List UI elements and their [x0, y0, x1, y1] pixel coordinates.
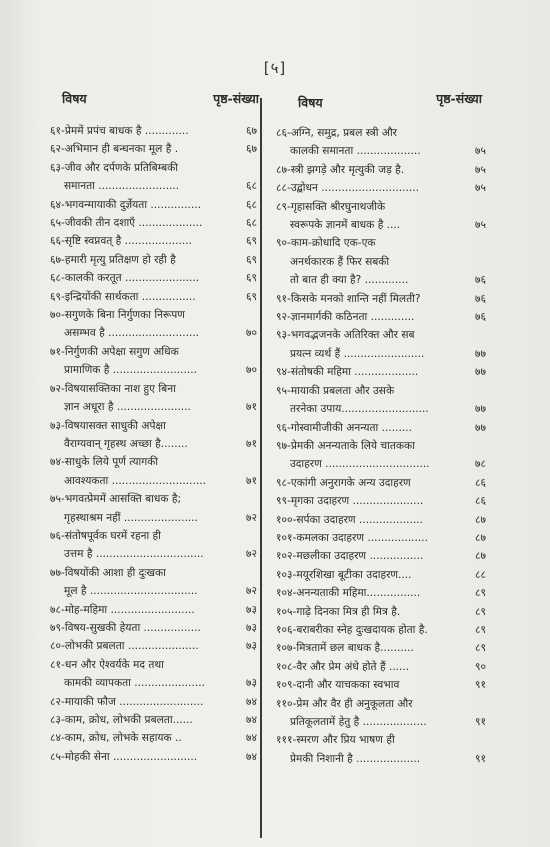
entry-page-number: ७५ — [474, 163, 486, 176]
entry-page-number: ६८ — [245, 217, 257, 230]
entry-page-number: ७१ — [245, 401, 257, 414]
left-column-header — [50, 90, 259, 112]
left-column — [50, 90, 259, 766]
entry-page-number: ७४ — [245, 714, 257, 726]
entry-title-line: १०८-वैर और प्रेम अंधे होते हैं ...... — [276, 660, 410, 673]
entry-title-line: ७२-विषयासक्तिका नाश हुए बिना — [50, 382, 176, 395]
subject-header: विषय — [298, 95, 323, 110]
entry-title-line: १०३-मयूरशिखा बूटीका उदाहरण.... — [276, 568, 412, 581]
entry-title-line: ९२-ज्ञानमार्गकी कठिनता ............. — [276, 311, 415, 324]
toc-entry — [276, 658, 486, 676]
entry-title-line: ८६-अग्नि, समुद्र, प्रबल स्त्री और — [276, 127, 398, 139]
entry-title-line: ९१-किसके मनको शान्ति नहीं मिलती? — [276, 292, 421, 305]
entry-page-number: ६९ — [245, 290, 257, 303]
entry-title-line: ८७-स्त्री झगड़े और मृत्युकी जड़ है. — [276, 163, 405, 176]
entry-title-line: १०१-कमलका उदाहरण .................. — [276, 531, 429, 544]
entry-page-number: ७४ — [245, 732, 257, 745]
entry-page-number: ८९ — [474, 605, 486, 618]
toc-entry — [50, 564, 255, 601]
page-number: [५] — [263, 59, 287, 77]
toc-entry — [50, 453, 255, 490]
entry-page-number: ८७ — [474, 550, 486, 563]
entry-title-line: प्रामाणिक है ......................... — [64, 364, 197, 377]
toc-entry — [276, 326, 486, 363]
entry-page-number: ७७ — [474, 421, 486, 434]
entry-page-number: ६७ — [245, 143, 257, 156]
subject-header: विषय — [62, 91, 87, 106]
toc-entry — [276, 547, 486, 565]
entry-page-number: ७६ — [474, 274, 486, 287]
toc-entry — [276, 566, 486, 584]
entry-title-line: तरनेका उपाय.......................... — [290, 403, 429, 416]
entry-title-line: ७३-विषयासक्त साधुकी अपेक्षा — [50, 419, 166, 432]
entry-title-line: कामकी व्यापकता ..................... — [64, 677, 205, 690]
right-column — [276, 90, 486, 768]
entry-title-line: १००-सर्पका उदाहरण ................... — [276, 513, 423, 526]
entry-title-line: ११०-प्रेम और वैर ही अनुकूलता और — [276, 697, 413, 710]
entry-page-number: ९० — [474, 660, 486, 673]
toc-entry — [276, 695, 486, 732]
entry-page-number: ७१ — [245, 437, 257, 450]
entry-title-line: आवश्यकता ............................ — [64, 474, 206, 487]
entry-page-number: ६९ — [245, 235, 257, 248]
entry-page-number: ६९ — [245, 272, 257, 285]
entry-page-number: ७० — [245, 364, 257, 377]
entry-page-number: ७७ — [474, 403, 486, 416]
entry-page-number: ७३ — [245, 621, 257, 634]
entry-title-line: १०९-दानी और याचकका स्वभाव — [276, 679, 400, 692]
right-column-header — [276, 90, 486, 112]
toc-entry — [50, 140, 255, 158]
entry-title-line: अनर्थकारक हैं फिर सबकी — [290, 255, 390, 268]
entry-title-line: उत्तम है ................................ — [64, 548, 204, 561]
entry-title-line: ७१-निर्गुणकी अपेक्षा सगुण अधिक — [50, 345, 179, 358]
entry-page-number: ८८ — [474, 568, 486, 581]
toc-entry — [50, 729, 255, 747]
entry-page-number: ८९ — [474, 642, 486, 655]
toc-entry — [50, 656, 255, 693]
entry-page-number: ७३ — [245, 677, 257, 690]
entry-title-line: ८४-काम, क्रोध, लोभके सहायक .. — [50, 732, 182, 745]
toc-entry — [276, 308, 486, 326]
toc-entry — [276, 603, 486, 621]
toc-entry — [276, 198, 486, 235]
entry-title-line: तो बात ही क्या है? ............. — [290, 274, 409, 287]
entry-title-line: १०४-अनन्यताकी महिमा................ — [276, 587, 421, 600]
entry-title-line: १०७-मित्रतामें छल बाधक है.......... — [276, 642, 414, 655]
entry-page-number: ८६ — [474, 495, 486, 508]
entry-title-line: ९६-गोस्वामीजीकी अनन्यता ......... — [276, 421, 412, 434]
entry-page-number: ७५ — [474, 182, 486, 195]
entry-page-number: ८६ — [474, 476, 486, 489]
entry-page-number: ७६ — [474, 292, 486, 305]
entry-title-line: ७६-संतोषपूर्वक घरमें रहना ही — [50, 529, 161, 542]
toc-entry — [276, 676, 486, 694]
entry-title-line: ६५-जीवकी तीन दशाएँ ................... — [50, 217, 203, 230]
entry-title-line: वैराग्यवान् गृहस्थ अच्छा है........ — [64, 437, 188, 450]
entry-page-number: ७४ — [245, 695, 257, 708]
entry-title-line: ९८-एकांगी अनुरागके अन्य उदाहरण — [276, 476, 411, 489]
column-divider — [260, 98, 262, 838]
toc-entry — [50, 269, 255, 287]
toc-entry — [50, 288, 255, 306]
page-count-header: पृष्ठ-संख्या — [436, 91, 482, 106]
toc-entry — [276, 290, 486, 308]
entry-title-line: ९३-भगवद्भजनके अतिरिक्त और सब — [276, 329, 415, 342]
entry-page-number: ८७ — [474, 513, 486, 526]
entry-page-number: ९१ — [474, 716, 486, 728]
entry-title-line: ९४-संतोषकी महिमा ................... — [276, 366, 419, 379]
entry-title-line: ७७-विषयोंकी आशा ही दुःखका — [50, 566, 166, 579]
toc-entry — [276, 639, 486, 657]
toc-entry — [276, 234, 486, 289]
entry-title-line: ९०-काम-क्रोधादि एक-एक — [276, 237, 376, 250]
toc-entry — [276, 124, 486, 161]
toc-entry — [50, 122, 255, 140]
toc-entry — [276, 179, 486, 197]
entry-title-line: ७४-साधुके लिये पूर्ण त्यागकी — [50, 456, 159, 469]
entry-title-line: ज्ञान अधूरा है ...................... — [64, 401, 191, 414]
toc-entry — [50, 637, 255, 655]
entry-title-line: ८३-काम, क्रोध, लोभकी प्रबलता...... — [50, 714, 193, 726]
toc-entry — [50, 232, 255, 250]
toc-entry — [276, 731, 486, 768]
entry-page-number: ६९ — [245, 253, 257, 266]
entry-title-line: ८८-उद्बोधन ............................. — [276, 182, 419, 195]
entry-title-line: ६७-हमारी मृत्यु प्रतिक्षण हो रही है — [50, 253, 176, 266]
toc-entry — [50, 159, 255, 196]
entry-page-number: ९१ — [474, 752, 486, 765]
entry-title-line: स्वरूपके ज्ञानमें बाधक है .... — [290, 219, 401, 232]
entry-title-line: कालकी समानता ................... — [290, 145, 421, 158]
entry-page-number: ७० — [245, 327, 257, 340]
entry-title-line: प्रयत्न व्यर्थ हैं ........................ — [290, 347, 425, 360]
toc-entry — [50, 490, 255, 527]
entry-title-line: मूल है ................................ — [64, 585, 198, 598]
entry-page-number: ७८ — [474, 458, 486, 471]
toc-entry — [50, 417, 255, 454]
toc-entry — [276, 621, 486, 639]
entry-title-line: १११-स्मरण और प्रिय भाषण ही — [276, 734, 395, 747]
entry-title-line: ८९-गृहासक्ति श्रीरघुनाथजीके — [276, 200, 386, 213]
toc-entry — [50, 196, 255, 214]
toc-entry — [50, 251, 255, 269]
left-entry-list — [50, 122, 255, 766]
entry-title-line: ७८-मोह-महिमा ......................... — [50, 603, 195, 616]
entry-title-line: गृहस्थाश्रम नहीं ...................... — [64, 511, 198, 524]
toc-entry — [276, 584, 486, 602]
toc-entry — [276, 529, 486, 547]
entry-title-line: १०६-बराबरीका स्नेह दुःखदायक होता है. — [276, 623, 428, 636]
toc-entry — [276, 382, 486, 419]
toc-entry — [50, 619, 255, 637]
entry-title-line: ९९-मृगका उदाहरण ..................... — [276, 495, 424, 508]
entry-page-number: ७३ — [245, 603, 257, 616]
entry-title-line: १०५-गाढ़े दिनका मित्र ही मित्र है. — [276, 605, 401, 618]
entry-page-number: ७७ — [474, 347, 486, 360]
toc-entry — [50, 306, 255, 343]
entry-page-number: ७३ — [245, 640, 257, 653]
entry-title-line: ७९-विषय-सुखकी हेयता ................. — [50, 621, 201, 634]
toc-entry — [276, 474, 486, 492]
page-count-header: पृष्ठ-संख्या — [213, 91, 259, 106]
right-entry-list — [276, 124, 486, 768]
entry-page-number: ७२ — [245, 548, 257, 561]
toc-entry — [276, 161, 486, 179]
toc-entry — [276, 511, 486, 529]
entry-title-line: ७०-सगुणके बिना निर्गुणका निरूपण — [50, 309, 185, 322]
entry-title-line: ८०-लोभकी प्रबलता ..................... — [50, 640, 199, 653]
toc-entry — [50, 380, 255, 417]
entry-page-number: ७२ — [245, 585, 257, 598]
entry-title-line: प्रतिकूलतामें हेतु है ................... — [290, 716, 427, 728]
entry-page-number: ७१ — [245, 474, 257, 487]
entry-title-line: ६८-कालकी करतूत ...................... — [50, 272, 200, 285]
entry-page-number: ७४ — [245, 750, 257, 763]
entry-page-number: ७७ — [474, 366, 486, 379]
entry-title-line: ६२-अभिमान ही बन्धनका मूल है . — [50, 143, 179, 156]
entry-title-line: १०२-मछलीका उदाहरण ................ — [276, 550, 424, 563]
toc-entry — [50, 343, 255, 380]
entry-title-line: ६४-भगवन्मायाकी दुर्ज्ञेयता ............... — [50, 198, 201, 211]
entry-title-line: असम्भव है ........................... — [64, 327, 200, 340]
toc-entry — [50, 748, 255, 766]
toc-entry — [50, 214, 255, 232]
entry-page-number: ८९ — [474, 623, 486, 636]
entry-page-number: ८९ — [474, 587, 486, 600]
entry-page-number: ६८ — [245, 198, 257, 211]
entry-page-number: ८७ — [474, 531, 486, 544]
entry-title-line: ६१-प्रेममें प्रपंच बाधक है ............. — [50, 125, 189, 137]
toc-entry — [50, 527, 255, 564]
entry-title-line: प्रेमकी निशानी है ................... — [290, 752, 421, 765]
entry-title-line: ८२-मायाकी फौज ......................... — [50, 695, 204, 708]
toc-entry — [276, 492, 486, 510]
toc-entry — [276, 419, 486, 437]
entry-title-line: ८१-धन और ऐश्वर्यके मद तथा — [50, 658, 164, 671]
entry-title-line: ६६-सृष्टि स्वप्नवत् है .................... — [50, 235, 192, 248]
entry-title-line: समानता ........................ — [64, 180, 180, 193]
entry-title-line: ८५-मोहकी सेना ......................... — [50, 750, 198, 763]
entry-page-number: ९१ — [474, 679, 486, 692]
entry-title-line: ६९-इन्द्रियोंकी सार्थकता ................ — [50, 290, 196, 303]
toc-entry — [50, 711, 255, 729]
entry-title-line: उदाहरण ............................... — [290, 458, 430, 471]
entry-page-number: ६७ — [245, 125, 257, 137]
entry-page-number: ७५ — [474, 145, 486, 158]
entry-title-line: ९५-मायाकी प्रबलता और उसके — [276, 384, 395, 397]
entry-page-number: ७६ — [474, 311, 486, 324]
entry-title-line: ६३-जीव और दर्पणके प्रतिबिम्बकी — [50, 161, 179, 174]
toc-entry — [50, 601, 255, 619]
toc-entry — [50, 693, 255, 711]
toc-entry — [276, 437, 486, 474]
entry-title-line: ९७-प्रेमकी अनन्यताके लिये चातकका — [276, 439, 415, 452]
entry-page-number: ७२ — [245, 511, 257, 524]
entry-title-line: ७५-भगवत्प्रेममें आसक्ति बाधक है; — [50, 493, 182, 506]
entry-page-number: ६८ — [245, 180, 257, 193]
entry-page-number: ७५ — [474, 219, 486, 232]
toc-entry — [276, 363, 486, 381]
